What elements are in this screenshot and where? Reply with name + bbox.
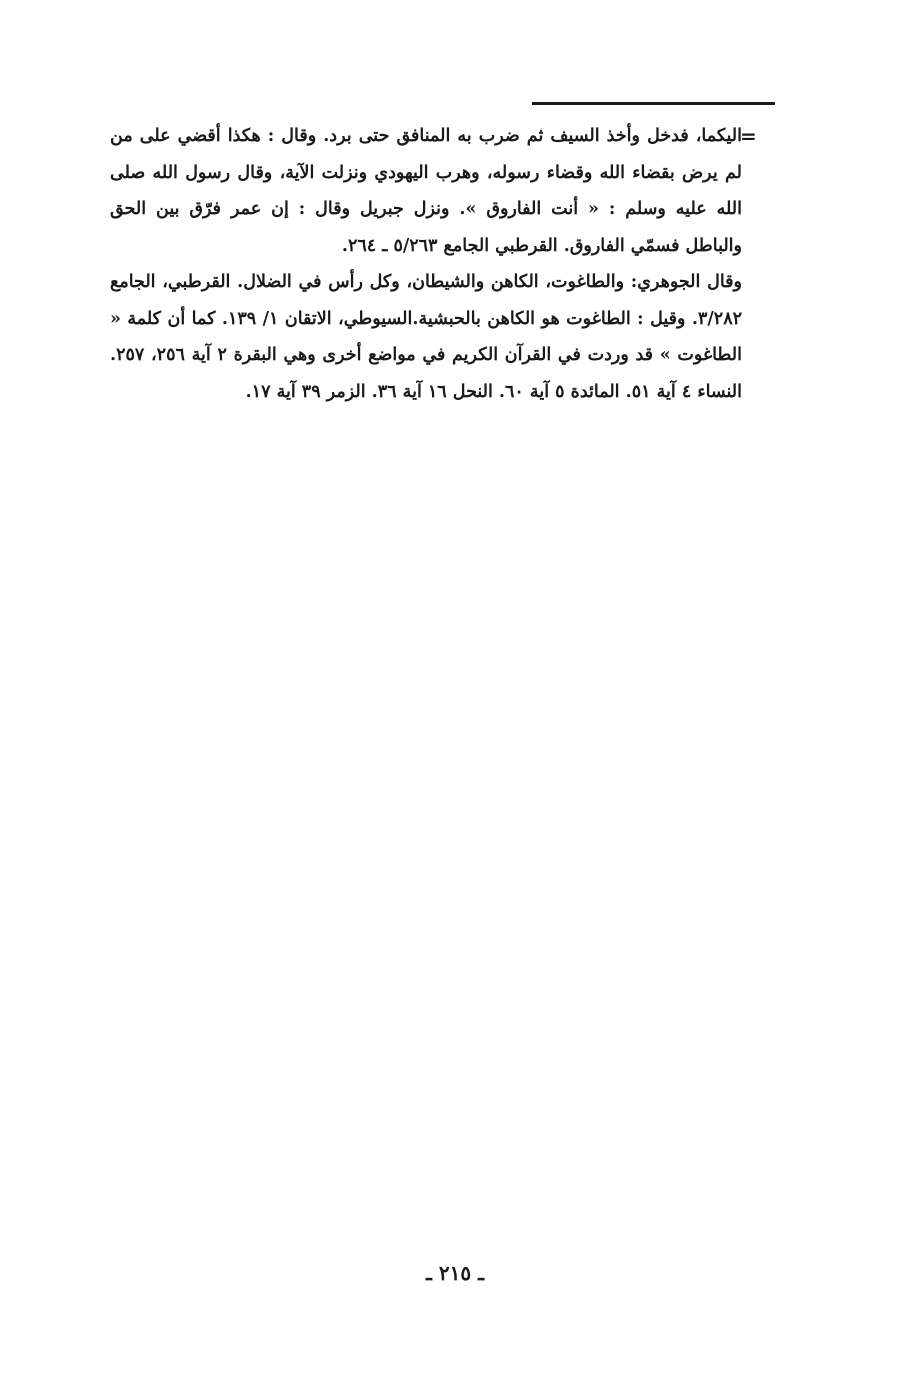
footnotes-block	[110, 118, 742, 410]
continuation-mark: =	[740, 124, 757, 148]
footnote-separator-rule	[532, 102, 775, 105]
footnote-paragraph-1: اليكما، فدخل وأخذ السيف ثم ضرب به المنافق حتى برد. وقال : هكذا أقضي على من لم يرض بقضاء الله وقضاء رسوله، وهرب اليهودي ونزلت الآية، وقال رسول الله صلى الله عليه وسلم : « أنت الفاروق ». ونزل جبريل وقال : إن عمر فرّق بين الحق والباطل فسمّي الفاروق. القرطبي الجامع ٥/٢٦٣ ـ ٢٦٤.	[110, 126, 742, 256]
page-number: ـ ٢١٥ ـ	[426, 1261, 484, 1285]
footnote-paragraph-2: وقال الجوهري: والطاغوت، الكاهن والشيطان، وكل رأس في الضلال. القرطبي، الجامع ٣/٢٨٢. وقيل : الطاغوت هو الكاهن بالحبشية.السيوطي، الاتقان ١/ ١٣٩. كما أن كلمة « الطاغوت » قد وردت في القرآن الكريم في مواضع أخرى وهي البقرة ٢ آية ٢٥٦، ٢٥٧. النساء ٤ آية ٥١. المائدة ٥ آية ٦٠. النحل ١٦ آية ٣٦. الزمر ٣٩ آية ١٧.	[110, 272, 742, 402]
